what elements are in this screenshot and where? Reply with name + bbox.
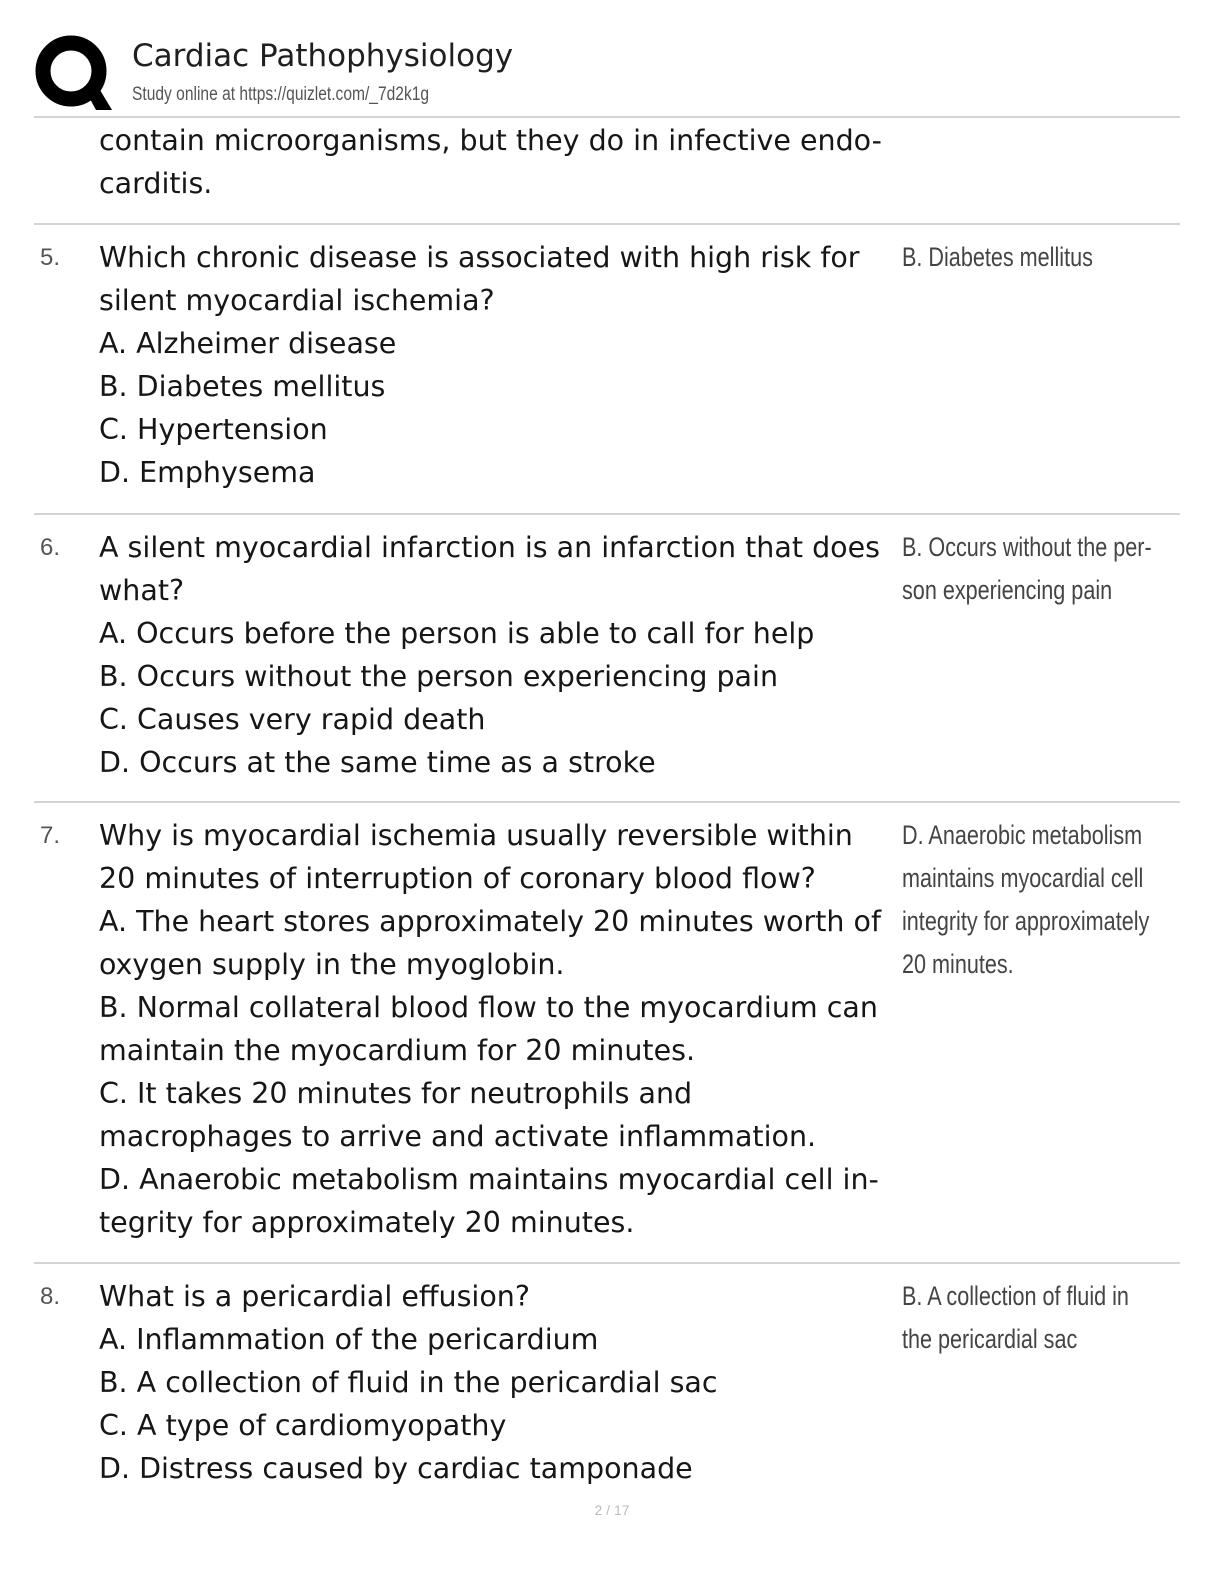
divider xyxy=(34,223,1180,225)
page-header xyxy=(34,32,1180,116)
answer-text: B. Diabetes mellitus xyxy=(902,242,1093,272)
answer-text: B. Occurs without the per- son experiencing pain xyxy=(902,532,1152,605)
answer-text: D. Anaerobic metabolism maintains myocardial cell integrity for approximately 20 minutes. xyxy=(902,820,1150,979)
question-number: 5. xyxy=(40,244,61,271)
divider xyxy=(34,801,1180,803)
study-online-link[interactable]: Study online at https://quizlet.com/_7d2k1g xyxy=(132,84,430,105)
question-text: What is a pericardial effusion? A. Inflammation of the pericardium B. A collection of fluid in the pericardial sac C. A type of cardiomyopathy D. Distress caused by cardiac tamponade xyxy=(99,1280,718,1485)
divider xyxy=(34,513,1180,515)
question-number: 7. xyxy=(40,822,61,849)
question-text: Which chronic disease is associated with high risk for silent myocardial ischemia? A. Alzheimer disease B. Diabetes mellitus C. Hypertension D. Emphysema xyxy=(99,241,860,489)
page-number: 2 / 17 xyxy=(594,1502,630,1518)
answer-text: B. A collection of fluid in the pericardial sac xyxy=(902,1281,1129,1354)
question-text: A silent myocardial infarction is an infarction that does what? A. Occurs before the person is able to call for help B. Occurs without the person experiencing pain C. Causes very rapid death D. Occurs at the same time as a stroke xyxy=(99,531,880,779)
question-number: 6. xyxy=(40,534,61,561)
divider xyxy=(34,1262,1180,1264)
question-number: 8. xyxy=(40,1283,61,1310)
question-text: Why is myocardial ischemia usually reversible within 20 minutes of interruption of coronary blood flow? A. The heart stores approximately 20 minutes worth of oxygen supply in the myoglobin. B. Normal collateral blood flow to the myocardium can maintain the myocardium for 20 minutes. C. It takes 20 minutes for neutrophils and macrophages to arrive and activate inflammation. D. Anaerobic metabolism maintains myocardial cell in- tegrity for approximately 20 minutes. xyxy=(99,819,882,1239)
quizlet-logo-icon xyxy=(34,34,112,112)
divider xyxy=(34,116,1180,118)
continuation-text: contain microorganisms, but they do in infective endo- carditis. xyxy=(99,124,882,200)
page-title: Cardiac Pathophysiology xyxy=(132,38,514,74)
